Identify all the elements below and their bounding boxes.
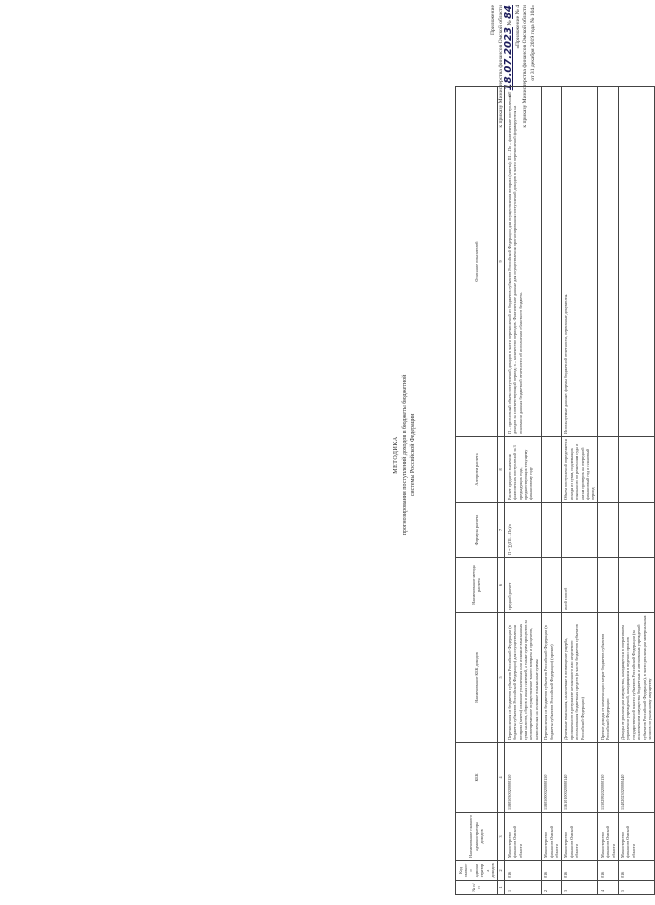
cell-method (618, 558, 654, 613)
header-kbk: КБК (456, 743, 498, 813)
header-algorithm: Алгоритм расчета (456, 437, 498, 503)
table-row (618, 87, 654, 895)
col-num: 4 (497, 743, 504, 813)
col-num: 6 (497, 558, 504, 613)
col-num: 9 (497, 87, 504, 437)
title-heading: МЕТОДИКА (393, 436, 399, 474)
cell-method (541, 558, 561, 613)
col-num: 1 (497, 881, 504, 895)
col-num: 7 (497, 503, 504, 558)
cell-code: 016 (598, 861, 618, 881)
cell-formula: П = ∑(П1…Пn)/n (505, 503, 541, 558)
cell-algorithm (618, 437, 654, 503)
cell-formula (598, 503, 618, 558)
col-num: 2 (497, 861, 504, 881)
cell-code: 016 (505, 861, 541, 881)
table-row (598, 87, 618, 895)
cell-name: Перечисления из бюджетов субъектов Российской Федерации (в бюджеты субъектов Российской Федерации) для осуществления возврата (зачета) излишне уплаченных или излишне взысканных сумм налогов, сборов и иных платежей, а также сумм процентов за несвоевременное осуществление такого возврата и процентов, начисленных на излишне взысканные суммы (505, 613, 541, 743)
stamp-prev-appendix: «Приложение № 4 (514, 5, 521, 49)
handwritten-number: 84 (503, 5, 515, 19)
table-header-row (456, 87, 498, 895)
cell-method (598, 558, 618, 613)
cell-method: иной способ (561, 558, 597, 613)
col-num: 5 (497, 613, 504, 743)
cell-name: Денежные взыскания, налагаемые в возмещение ущерба, причиненного в результате незаконного или нецелевого использования бюджетных средств (в части бюджетов субъектов Российской Федерации) (561, 613, 597, 743)
cell-desc (618, 87, 654, 437)
cell-kbk: 11610100020000140 (561, 743, 597, 813)
header-desc: Описание показателей (456, 87, 498, 437)
cell-formula (618, 503, 654, 558)
col-num: 8 (497, 437, 504, 503)
table-body (505, 87, 655, 895)
cell-admin: Министерство финансов Омской области (561, 813, 597, 861)
header-name: Наименование КБК доходов (456, 613, 498, 743)
cell-name: Доходы от реализации имущества, находящегося в оперативном управлении учреждений, находящихся в ведении органов государственной власти субъектов Российской Федерации (за исключением имущества бюджетных и автономных учреждений субъектов Российской Федерации), в части реализации материальных запасов по указанному имуществу (618, 613, 654, 743)
methodology-table (455, 86, 655, 895)
cell-n: 5 (618, 881, 654, 895)
cell-name: Перечисления из бюджетов субъектов Российской Федерации (в бюджеты субъектов Российской Федерации) (прочие) (541, 613, 561, 743)
cell-desc: П – прогнозный объем поступлений доходов в части перечислений из бюджетов субъектов Российской Федерации для осуществления возврата (зачета); П1…Пn – фактические поступления доходов за соответствующий период; n – количество периодов. Фактические данные для осуществления прогнозирования поступлений доходов в части перечислений формируются на основании данных бюджетной отчетности об исполнении областного бюджета. (505, 87, 541, 437)
header-admin: Наименование главного администратора доходов (456, 813, 498, 861)
cell-algorithm: Расчет среднего значения фактических поступлений за 3 предыдущих года, предшествующих текущему финансовому году (505, 437, 541, 503)
table-row (505, 87, 541, 895)
cell-algorithm (541, 437, 561, 503)
title-subheading: прогнозирования поступлений доходов в бюджеты бюджетной (401, 374, 408, 536)
header-n: № п/п (456, 881, 498, 895)
col-num: 3 (497, 813, 504, 861)
cell-kbk: 11302992020000130 (598, 743, 618, 813)
cell-code: 016 (561, 861, 597, 881)
cell-kbk: 11805000020000150 (541, 743, 561, 813)
header-formula: Формула расчета (456, 503, 498, 558)
cell-admin: Министерство финансов Омской области (618, 813, 654, 861)
cell-n: 2 (541, 881, 561, 895)
header-method: Наименование метода расчета (456, 558, 498, 613)
column-number-row (497, 87, 504, 895)
header-code: Код главного администратора доходов (456, 861, 498, 881)
cell-desc (598, 87, 618, 437)
cell-code: 016 (618, 861, 654, 881)
stamp-prev-date: от 31 декабря 2019 года № 104» (529, 5, 536, 81)
table-row (561, 87, 597, 895)
cell-admin: Министерство финансов Омской области (505, 813, 541, 861)
document-title (392, 260, 418, 650)
stamp-date-number: от 18.07.2023 № 84 (503, 5, 515, 97)
cell-n: 1 (505, 881, 541, 895)
cell-desc (541, 87, 561, 437)
stamp-prev-order: к приказу Министерства финансов Омской области (522, 5, 529, 128)
cell-code: 016 (541, 861, 561, 881)
title-subheading-2: системы Российской Федерации (410, 413, 416, 497)
cell-admin: Министерство финансов Омской области (598, 813, 618, 861)
stamp-appendix: Приложение (490, 5, 496, 36)
cell-algorithm: Объем поступлений определяется исходя из сумм, подлежащих взысканию по решениям суда и актам проверок на очередной финансовый год и плановый период (561, 437, 597, 503)
cell-name: Прочие доходы от компенсации затрат бюджетов субъектов Российской Федерации (598, 613, 618, 743)
cell-n: 3 (561, 881, 597, 895)
cell-desc: Используемые данные: формы бюджетной отчетности, первичные документы. (561, 87, 597, 437)
cell-formula (561, 503, 597, 558)
stamp-order-ref: к приказу Министерства финансов Омской области (497, 5, 504, 128)
handwritten-date: 18.07.2023 (503, 27, 515, 91)
cell-method: средний расчет (505, 558, 541, 613)
cell-kbk: 11402023020000440 (618, 743, 654, 813)
cell-n: 4 (598, 881, 618, 895)
table-row (541, 87, 561, 895)
cell-kbk: 11805030020000150 (505, 743, 541, 813)
cell-algorithm (598, 437, 618, 503)
cell-formula (541, 503, 561, 558)
cell-admin: Министерство финансов Омской области (541, 813, 561, 861)
